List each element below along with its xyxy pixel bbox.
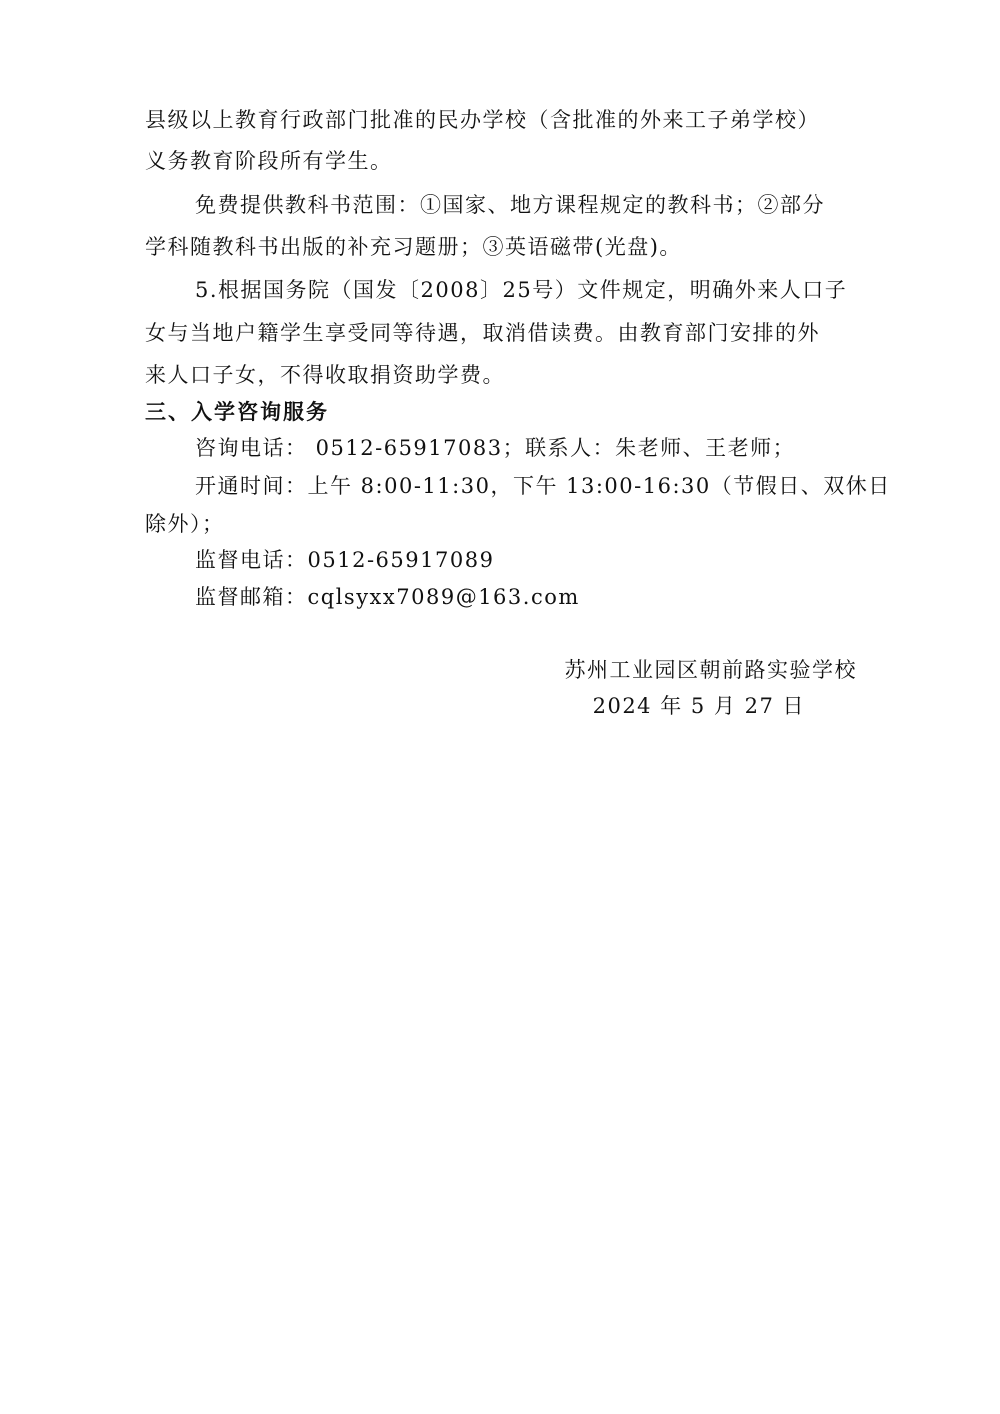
paragraph-1-line-1: 县级以上教育行政部门批准的民办学校（含批准的外来工子弟学校）: [145, 108, 820, 132]
consult-phone-line: 咨询电话： 0512-65917083；联系人：朱老师、王老师；: [195, 436, 796, 460]
signature-organization: 苏州工业园区朝前路实验学校: [564, 658, 857, 682]
paragraph-3-line-3: 来人口子女，不得收取捐资助学费。: [145, 363, 505, 387]
paragraph-2-line-1: 免费提供教科书范围：①国家、地方课程规定的教科书；②部分: [195, 193, 825, 217]
service-hours-line-1: 开通时间：上午 8:00-11:30，下午 13:00-16:30（节假日、双休日: [195, 474, 891, 498]
paragraph-1-line-2: 义务教育阶段所有学生。: [145, 149, 393, 173]
service-hours-line-2: 除外）；: [145, 512, 225, 536]
section-heading: 三、入学咨询服务: [145, 400, 329, 424]
signature-date: 2024 年 5 月 27 日: [592, 694, 805, 718]
paragraph-3-line-2: 女与当地户籍学生享受同等待遇，取消借读费。由教育部门安排的外: [145, 321, 820, 345]
paragraph-3-line-1: 5.根据国务院（国发〔2008〕25号）文件规定，明确外来人口子: [195, 278, 848, 302]
paragraph-2-line-2: 学科随教科书出版的补充习题册；③英语磁带(光盘)。: [145, 235, 682, 259]
supervise-email-line: 监督邮箱：cqlsyxx7089@163.com: [195, 585, 580, 609]
supervise-phone-line: 监督电话：0512-65917089: [195, 548, 495, 572]
